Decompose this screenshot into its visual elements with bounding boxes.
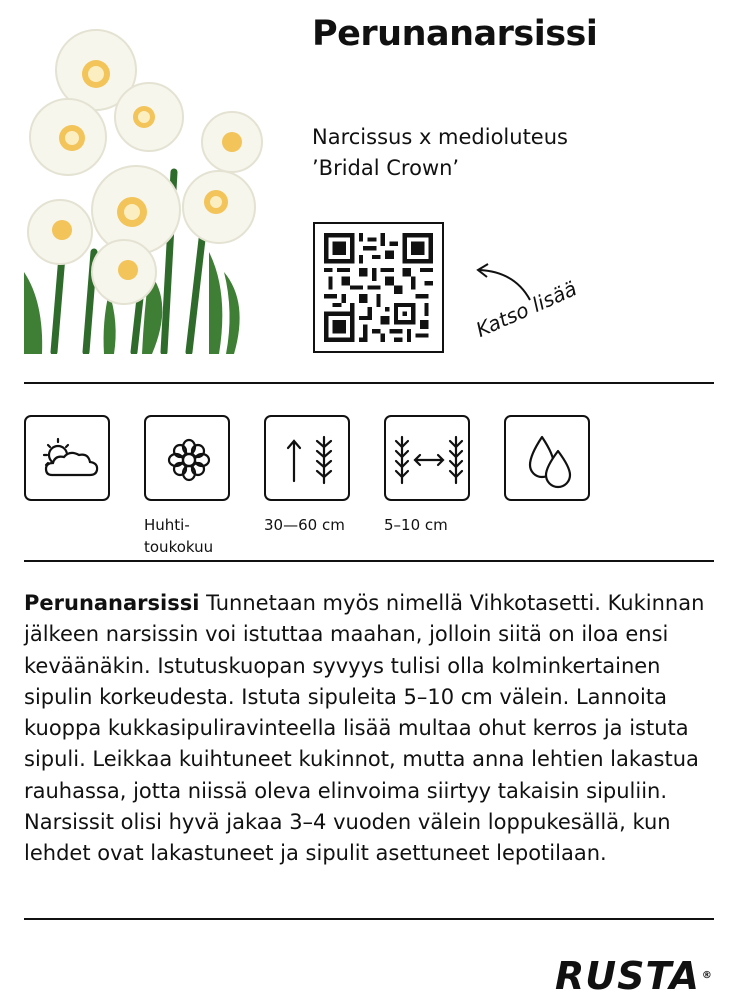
divider-top [24,382,714,384]
brand-name: RUSTA [555,954,700,998]
product-photo [24,22,264,354]
height-icon [264,415,350,501]
description-text: Tunnetaan myös nimellä Vihkotasetti. Kukinnan jälkeen narsissin voi istuttaa maahan, jolloin siitä on iloa ensi keväänäkin. Istutuskuopan syvyys tulisi olla kolminkertainen sipulin korkeudesta. Istuta sipuleita 5–10 cm välein. Lannoita kuoppa kukkasipuliravinteella lisää multaa ohut kerros ja istuta sipuli. Leikkaa kuihtuneet kukinnot, mutta anna lehtien lakastua rauhassa, jotta niissä oleva elinvoima siirtyy takaisin sipuliin. Narsissit olisi hyvä jakaa 3–4 vuoden välein loppukesällä, kun lehdet ovat lakastuneet ja sipulit asettuneet lepotilaan. [24,591,705,866]
divider-middle [24,560,714,562]
height-label: 30—60 cm [264,516,345,534]
bloom-time-label: Huhti- toukokuu [144,516,214,556]
description [24,588,724,870]
description-bold: Perunanarsissi [24,591,200,615]
water-drops-icon [504,415,590,501]
spacing-icon [384,415,470,501]
spacing-label: 5–10 cm [384,516,448,534]
registered-mark: ® [701,970,713,981]
sun-cloud-icon [24,415,110,501]
qr-code[interactable] [313,222,444,353]
latin-name-line2: ’Bridal Crown’ [312,156,460,180]
divider-bottom [24,918,714,920]
rusta-logo [555,954,713,998]
qr-code-pattern [324,233,433,342]
product-title: Perunanarsissi [312,14,598,54]
latin-name-line1: Narcissus x medioluteus [312,125,568,149]
flower-icon [144,415,230,501]
blooms [28,30,262,304]
qr-caption: Katso lisää [472,276,581,342]
latin-name [312,122,568,184]
